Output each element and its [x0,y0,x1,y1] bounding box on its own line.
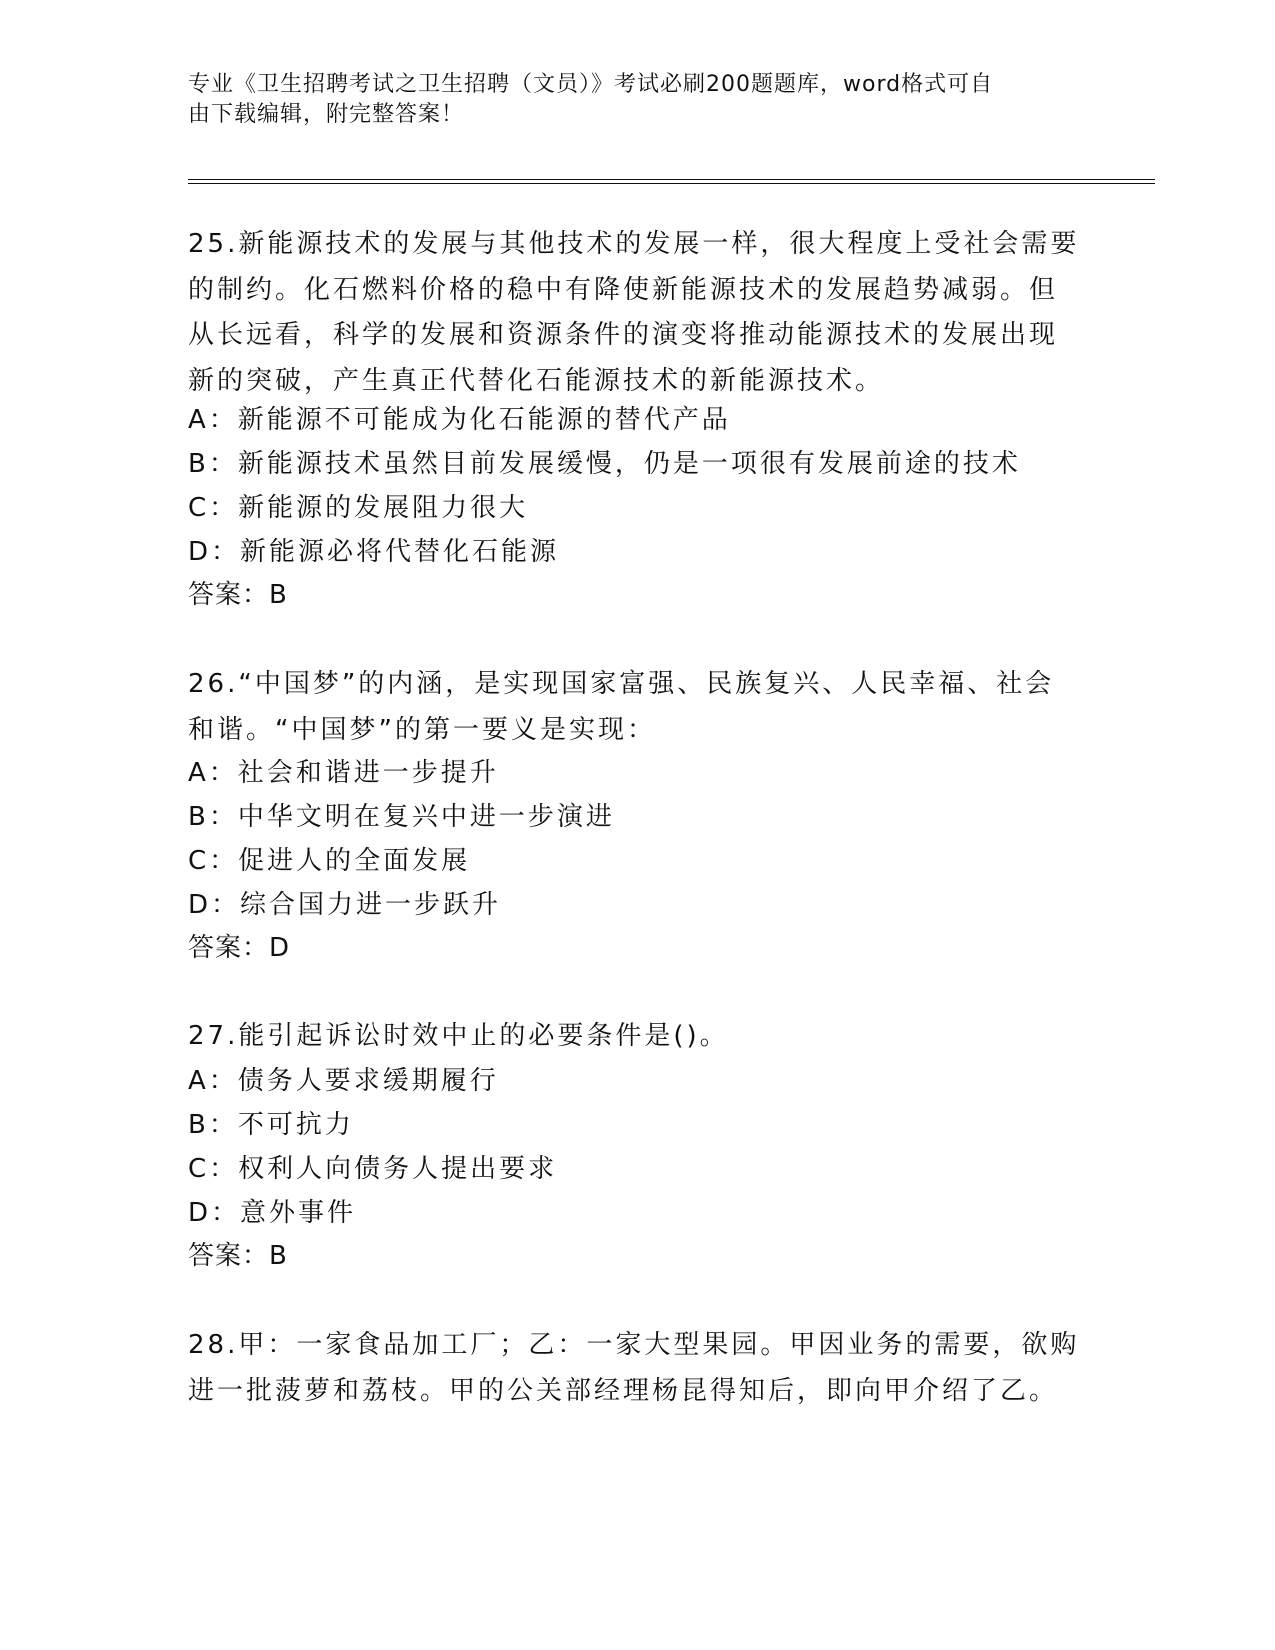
question-27-option-a: A：债务人要求缓期履行 [188,1066,499,1096]
question-25-option-d: D：新能源必将代替化石能源 [188,537,560,567]
question-stem-line: 的制约。化石燃料价格的稳中有降使新能源技术的发展趋势减弱。但 [188,274,1059,305]
question-stem-line: 26.“中国梦”的内涵，是实现国家富强、民族复兴、人民幸福、社会 [188,669,1055,699]
question-26-option-d: D：综合国力进一步跃升 [188,890,502,920]
question-27-stem [188,1014,1088,1060]
question-25-option-c: C：新能源的发展阻力很大 [188,493,529,523]
question-stem-line: 28.甲：一家食品加工厂；乙：一家大型果园。甲因业务的需要，欲购 [188,1330,1080,1360]
question-26-option-c: C：促进人的全面发展 [188,846,471,876]
question-25-option-b: B：新能源技术虽然目前发展缓慢，仍是一项很有发展前途的技术 [188,449,1021,479]
question-28-stem [188,1323,1088,1414]
question-25-answer: 答案：B [188,580,288,610]
question-26-option-b: B：中华文明在复兴中进一步演进 [188,802,615,832]
question-27-option-d: D：意外事件 [188,1198,357,1228]
header-line-1: 专业《卫生招聘考试之卫生招聘（文员）》考试必刷200题题库，word格式可自 [188,72,994,97]
question-27-option-b: B：不可抗力 [188,1110,354,1140]
question-stem-line: 进一批菠萝和荔枝。甲的公关部经理杨昆得知后，即向甲介绍了乙。 [188,1375,1059,1406]
question-26-option-a: A：社会和谐进一步提升 [188,758,499,788]
question-stem-line: 25.新能源技术的发展与其他技术的发展一样，很大程度上受社会需要 [188,229,1080,259]
header-divider-bottom [188,183,1155,184]
question-26-answer: 答案：D [188,933,291,963]
question-25-stem [188,222,1088,404]
header-divider-top [188,179,1155,180]
question-27-answer: 答案：B [188,1241,288,1271]
question-stem-line: 和谐。“中国梦”的第一要义是实现： [188,714,656,745]
document-header [188,70,1088,130]
question-27-option-c: C：权利人向债务人提出要求 [188,1154,558,1184]
header-line-2: 由下载编辑，附完整答案！ [188,102,465,127]
question-25-option-a: A：新能源不可能成为化石能源的替代产品 [188,405,731,435]
question-stem-line: 从长远看，科学的发展和资源条件的演变将推动能源技术的发展出现 [188,320,1059,350]
question-26-stem [188,662,1088,753]
question-stem-line: 新的突破，产生真正代替化石能源技术的新能源技术。 [188,365,885,396]
question-stem-line: 27.能引起诉讼时效中止的必要条件是()。 [188,1021,729,1051]
